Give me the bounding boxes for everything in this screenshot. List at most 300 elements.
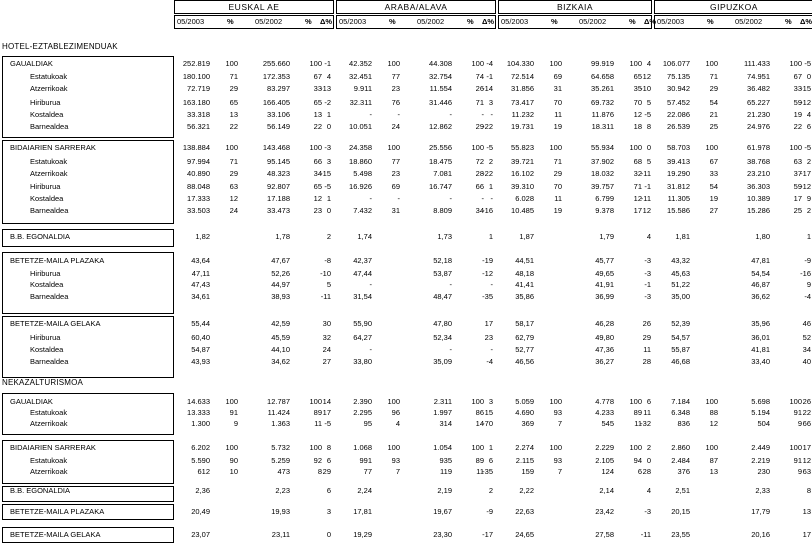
table-cell: 13 <box>313 110 322 119</box>
table-cell: 13 <box>229 110 238 119</box>
table-cell: 49,65 <box>595 269 614 278</box>
table-cell: 11 <box>643 408 651 417</box>
table-cell: 41,41 <box>515 280 534 289</box>
table-cell: 91 <box>229 408 238 417</box>
row-label: Atzerrikoak <box>30 169 68 178</box>
table-cell: 100 <box>789 59 802 68</box>
table-cell: 54 <box>709 182 718 191</box>
table-cell: 35,00 <box>671 292 690 301</box>
table-cell: 18.475 <box>429 157 452 166</box>
table-cell: 100 <box>789 143 802 152</box>
table-cell: 33,40 <box>751 357 770 366</box>
table-cell: 1 <box>488 443 493 452</box>
row-label: Kostaldea <box>30 280 64 289</box>
table-cell: 93 <box>391 456 400 465</box>
table-cell: 11.305 <box>667 194 690 203</box>
table-cell: 46,56 <box>515 357 534 366</box>
table-cell: 47,81 <box>751 256 770 265</box>
table-cell: 44,97 <box>271 280 290 289</box>
table-cell: 63 <box>802 467 811 476</box>
table-cell: 17 <box>322 408 331 417</box>
table-cell: -1 <box>486 72 493 81</box>
table-cell: 76 <box>391 98 400 107</box>
table-cell: 45,59 <box>271 333 290 342</box>
table-row <box>0 333 812 343</box>
table-cell: 74 <box>475 72 484 81</box>
subheader-pct-2003: % <box>707 17 714 26</box>
table-cell: -8 <box>324 256 331 265</box>
table-cell: 14.633 <box>187 397 210 406</box>
row-label: B.B. EGONALDIA <box>10 486 71 495</box>
table-cell: 47,44 <box>353 269 372 278</box>
row-label: Barnealdea <box>30 357 69 366</box>
table-cell: 935 <box>439 456 452 465</box>
table-cell: 24 <box>391 122 400 131</box>
table-cell: 100 <box>225 397 238 406</box>
table-cell: 33 <box>793 84 802 93</box>
table-cell: 48,18 <box>515 269 534 278</box>
table-row <box>0 84 812 94</box>
table-cell: 100 <box>309 397 322 406</box>
table-cell: 180.100 <box>182 72 210 81</box>
table-cell: 100 <box>629 397 642 406</box>
table-cell: 38.768 <box>747 157 770 166</box>
table-row <box>0 72 812 82</box>
table-cell: 6.799 <box>595 194 614 203</box>
table-cell: 89 <box>313 408 322 417</box>
table-cell: 16.102 <box>511 169 534 178</box>
table-cell: 9 <box>233 419 238 428</box>
table-cell: 2 <box>488 157 493 166</box>
table-cell: 163.180 <box>182 98 210 107</box>
row-label: Atzerrikoak <box>30 467 68 476</box>
table-cell: 3 <box>326 157 331 166</box>
table-cell: 2,23 <box>275 486 290 495</box>
table-cell: 1,78 <box>275 232 290 241</box>
region-header-euskal-ae: EUSKAL AE <box>174 0 334 14</box>
table-cell: 35,09 <box>433 357 452 366</box>
table-cell: 35,86 <box>515 292 534 301</box>
table-cell: 25 <box>709 122 718 131</box>
table-cell: 52,39 <box>671 319 690 328</box>
table-cell: 2,22 <box>519 486 534 495</box>
table-cell: 17 <box>484 319 493 328</box>
table-cell: 2.219 <box>751 456 770 465</box>
table-cell: 22.086 <box>667 110 690 119</box>
table-cell: 22 <box>313 122 322 131</box>
subheader-year-2003: 05/2003 <box>177 17 205 26</box>
table-cell: 20,16 <box>751 530 770 539</box>
subheader-row <box>336 15 496 29</box>
table-cell: 17,79 <box>751 507 770 516</box>
table-cell: 100 <box>471 397 484 406</box>
table-row <box>0 206 812 216</box>
table-cell: 90 <box>229 456 238 465</box>
row-label: Kostaldea <box>30 194 64 203</box>
table-cell: 11 <box>476 467 484 476</box>
table-cell: 6 <box>488 456 493 465</box>
table-cell: 39.413 <box>667 157 690 166</box>
table-cell: 88 <box>709 408 718 417</box>
table-cell: -3 <box>644 507 651 516</box>
table-cell: 22 <box>802 408 811 417</box>
table-cell: 111.433 <box>744 59 770 68</box>
table-cell: 52,34 <box>433 333 452 342</box>
row-label: GAUALDIAK <box>10 59 53 68</box>
table-cell: 33 <box>313 84 322 93</box>
table-cell: 34 <box>313 169 322 178</box>
table-cell: 23,30 <box>433 530 452 539</box>
table-cell: 166.405 <box>262 98 290 107</box>
table-cell: 93 <box>553 456 562 465</box>
table-cell: 17 <box>633 206 642 215</box>
table-cell: 23,55 <box>671 530 690 539</box>
section-title-hotel: HOTEL-EZTABLEZIMENDUAK <box>2 42 118 51</box>
table-cell: 1.300 <box>191 419 210 428</box>
row-label: BIDAIARIEN SARRERAK <box>10 443 96 452</box>
table-cell: 5 <box>646 98 651 107</box>
table-cell: 100 <box>225 143 238 152</box>
table-cell: 545 <box>601 419 614 428</box>
table-cell: 2.105 <box>595 456 614 465</box>
subheader-pct-2003: % <box>227 17 234 26</box>
table-cell: 0 <box>326 530 331 539</box>
table-cell: -13 <box>320 84 331 93</box>
table-cell: 88.048 <box>187 182 210 191</box>
table-cell: 2.115 <box>515 456 534 465</box>
table-cell: 83.297 <box>267 84 290 93</box>
table-cell: 19 <box>553 206 562 215</box>
subheader-pct-2003: % <box>551 17 558 26</box>
table-cell: 100 <box>471 443 484 452</box>
table-cell: 100 <box>309 143 322 152</box>
table-cell: 92.807 <box>267 182 290 191</box>
table-cell: 230 <box>757 467 770 476</box>
table-cell: -3 <box>644 292 651 301</box>
table-cell: 66 <box>313 157 322 166</box>
table-cell: 32.311 <box>349 98 372 107</box>
table-cell: 31 <box>391 206 400 215</box>
table-cell: 44.308 <box>429 59 452 68</box>
table-cell: 0 <box>326 206 331 215</box>
table-cell: 44,10 <box>271 345 290 354</box>
table-cell: - <box>490 345 493 354</box>
table-cell: -12 <box>800 98 811 107</box>
table-cell: 100 <box>629 443 642 452</box>
table-cell: 612 <box>197 467 210 476</box>
table-cell: 2,36 <box>195 486 210 495</box>
table-cell: -5 <box>324 419 331 428</box>
table-row <box>0 292 812 302</box>
table-cell: 17 <box>793 194 802 203</box>
table-cell: 2 <box>646 443 651 452</box>
table-cell: - <box>490 110 493 119</box>
table-cell: 96 <box>391 408 400 417</box>
table-cell: 11 <box>643 345 651 354</box>
table-cell: 44,51 <box>515 256 534 265</box>
region-header-gipuzkoa: GIPUZKOA <box>654 0 812 14</box>
table-row <box>0 530 812 540</box>
table-cell: - <box>449 110 452 119</box>
row-label: Kostaldea <box>30 345 64 354</box>
table-cell: 45,63 <box>671 269 690 278</box>
table-cell: 2 <box>806 157 811 166</box>
table-cell: 2,24 <box>357 486 372 495</box>
table-cell: 7.432 <box>353 206 372 215</box>
table-cell: 2,14 <box>599 486 614 495</box>
table-cell: 43,64 <box>191 256 210 265</box>
table-cell: 8 <box>326 443 331 452</box>
table-cell: 64.658 <box>591 72 614 81</box>
table-cell: 26 <box>642 319 651 328</box>
table-cell: 24.358 <box>349 143 372 152</box>
table-cell: 52,26 <box>271 269 290 278</box>
table-row <box>0 122 812 132</box>
table-cell: 1,80 <box>755 232 770 241</box>
table-cell: 9.378 <box>595 206 614 215</box>
table-cell: 1.363 <box>271 419 290 428</box>
subheader-delta: Δ% <box>320 17 333 26</box>
table-cell: 11.876 <box>591 110 614 119</box>
table-cell: 1,81 <box>675 232 690 241</box>
table-cell: 100 <box>309 443 322 452</box>
table-cell: 10.389 <box>747 194 770 203</box>
table-cell: 9 <box>806 280 811 289</box>
table-row <box>0 443 812 453</box>
table-cell: 86 <box>475 408 484 417</box>
row-label: GAUALDIAK <box>10 397 53 406</box>
table-cell: 37.902 <box>591 157 614 166</box>
table-cell: 48,47 <box>433 292 452 301</box>
table-cell: 1,74 <box>357 232 372 241</box>
table-cell: 19,29 <box>353 530 372 539</box>
table-cell: 24 <box>229 206 238 215</box>
table-cell: 39.757 <box>591 182 614 191</box>
table-cell: 11 <box>314 419 322 428</box>
table-cell: 9.911 <box>353 84 372 93</box>
table-cell: 10.051 <box>349 122 372 131</box>
table-cell: 64,27 <box>353 333 372 342</box>
table-cell: 46,68 <box>671 357 690 366</box>
table-cell: 26.539 <box>667 122 690 131</box>
subheader-year-2003: 05/2003 <box>501 17 529 26</box>
row-label: Hiriburua <box>30 333 61 342</box>
table-cell: 17,81 <box>353 507 372 516</box>
subheader-delta: Δ% <box>644 17 657 26</box>
table-cell: 29 <box>322 467 331 476</box>
table-cell: -1 <box>644 280 651 289</box>
table-cell: - <box>369 110 372 119</box>
table-cell: 8.809 <box>433 206 452 215</box>
table-cell: -4 <box>804 292 811 301</box>
table-cell: 4 <box>395 419 400 428</box>
table-cell: 26 <box>802 397 811 406</box>
row-label: Estatukoak <box>30 72 68 81</box>
table-cell: 100 <box>387 443 400 452</box>
table-cell: 2.390 <box>353 397 372 406</box>
region-header-bizkaia: BIZKAIA <box>498 0 652 14</box>
table-row <box>0 59 812 69</box>
subheader-delta: Δ% <box>800 17 812 26</box>
table-cell: 54 <box>709 98 718 107</box>
table-row <box>0 419 812 429</box>
table-cell: 72 <box>475 157 484 166</box>
table-cell: 159 <box>521 467 534 476</box>
table-cell: 36.482 <box>747 84 770 93</box>
table-row <box>0 357 812 367</box>
table-cell: 4 <box>326 72 331 81</box>
table-cell: 23,11 <box>271 530 290 539</box>
table-cell: 19,67 <box>433 507 452 516</box>
table-cell: 100 <box>225 443 238 452</box>
table-cell: 2.295 <box>353 408 372 417</box>
table-cell: -12 <box>800 182 811 191</box>
row-label: Hiriburua <box>30 98 61 107</box>
table-cell: -5 <box>486 143 493 152</box>
table-cell: 20,49 <box>191 507 210 516</box>
table-cell: 12 <box>633 194 642 203</box>
table-cell: 45,77 <box>595 256 614 265</box>
table-cell: 63 <box>229 182 238 191</box>
table-cell: 5.059 <box>515 397 534 406</box>
table-cell: 1.054 <box>433 443 452 452</box>
table-cell: 3 <box>326 507 331 516</box>
table-cell: 72.719 <box>187 84 210 93</box>
table-cell: 54,57 <box>671 333 690 342</box>
table-cell: 42,59 <box>271 319 290 328</box>
table-cell: 33.503 <box>187 206 210 215</box>
table-cell: 60,40 <box>191 333 210 342</box>
table-cell: 23 <box>484 333 493 342</box>
table-cell: 36,01 <box>751 333 770 342</box>
table-cell: 30 <box>322 319 331 328</box>
table-cell: 70 <box>633 98 642 107</box>
table-cell: 69 <box>553 72 562 81</box>
table-cell: -5 <box>324 182 331 191</box>
table-row <box>0 319 812 329</box>
table-cell: -4 <box>486 59 493 68</box>
table-cell: 55,87 <box>671 345 690 354</box>
table-cell: 12 <box>802 456 811 465</box>
table-cell: 74.951 <box>747 72 770 81</box>
table-cell: 6.202 <box>191 443 210 452</box>
table-cell: 4.778 <box>595 397 614 406</box>
table-cell: 13 <box>709 467 718 476</box>
table-cell: 7 <box>557 467 562 476</box>
table-cell: 55.934 <box>591 143 614 152</box>
table-cell: 6 <box>326 486 331 495</box>
table-cell: 34,62 <box>271 357 290 366</box>
table-cell: 41,81 <box>751 345 770 354</box>
table-cell: 34 <box>802 345 811 354</box>
table-cell: -11 <box>640 169 651 178</box>
table-row <box>0 232 812 242</box>
table-row <box>0 456 812 466</box>
table-cell: 13.333 <box>187 408 210 417</box>
row-label: Estatukoak <box>30 456 68 465</box>
table-cell: 35,96 <box>751 319 770 328</box>
table-cell: 77 <box>391 72 400 81</box>
table-cell: -3 <box>644 256 651 265</box>
table-cell: -4 <box>486 357 493 366</box>
table-cell: 252.819 <box>182 59 210 68</box>
row-label: Hiriburua <box>30 182 61 191</box>
table-cell: 29 <box>229 169 238 178</box>
table-cell: 54,87 <box>191 345 210 354</box>
row-label: Atzerrikoak <box>30 419 68 428</box>
table-cell: 20,15 <box>671 507 690 516</box>
table-cell: -14 <box>482 84 493 93</box>
table-cell: 11.232 <box>511 110 534 119</box>
table-cell: 93 <box>553 408 562 417</box>
table-cell: 32.754 <box>429 72 452 81</box>
table-cell: 19.290 <box>667 169 690 178</box>
table-cell: 71 <box>633 182 642 191</box>
table-cell: -12 <box>482 269 493 278</box>
table-cell: 19.731 <box>511 122 534 131</box>
table-cell: 12 <box>633 110 642 119</box>
table-cell: 19 <box>709 194 718 203</box>
table-cell: -3 <box>324 143 331 152</box>
table-cell: -11 <box>640 194 651 203</box>
table-cell: -10 <box>320 269 331 278</box>
row-label: BETETZE-MAILA PLAZAKA <box>10 256 105 265</box>
table-cell: 69 <box>391 182 400 191</box>
table-cell: 124 <box>601 467 614 476</box>
table-cell: 28 <box>642 357 651 366</box>
table-row <box>0 269 812 279</box>
table-cell: 5 <box>326 280 331 289</box>
table-cell: 8 <box>317 467 322 476</box>
table-cell: 2 <box>488 486 493 495</box>
table-cell: -9 <box>804 256 811 265</box>
table-cell: 31.812 <box>667 182 690 191</box>
row-label: Estatukoak <box>30 157 68 166</box>
table-cell: 43,32 <box>671 256 690 265</box>
table-row <box>0 397 812 407</box>
table-cell: 8 <box>646 122 651 131</box>
table-cell: 255.660 <box>262 59 290 68</box>
row-label: Estatukoak <box>30 408 68 417</box>
table-cell: 31.856 <box>511 84 534 93</box>
table-row <box>0 345 812 355</box>
table-cell: 66 <box>802 419 811 428</box>
table-cell: 2 <box>326 232 331 241</box>
table-cell: 65 <box>313 182 322 191</box>
table-cell: 1 <box>326 194 331 203</box>
table-cell: 30.942 <box>667 84 690 93</box>
table-cell: -35 <box>482 467 493 476</box>
table-cell: 47,80 <box>433 319 452 328</box>
table-cell: 49,80 <box>595 333 614 342</box>
table-cell: 31,54 <box>353 292 372 301</box>
subheader-row <box>174 15 334 29</box>
table-cell: 36,27 <box>595 357 614 366</box>
table-cell: 55.823 <box>511 143 534 152</box>
table-cell: -5 <box>804 59 811 68</box>
table-cell: -16 <box>482 206 493 215</box>
table-cell: 24.976 <box>747 122 770 131</box>
table-cell: 3 <box>488 397 493 406</box>
table-cell: 106.077 <box>662 59 690 68</box>
table-cell: 5.732 <box>271 443 290 452</box>
table-cell: 4 <box>646 59 651 68</box>
table-cell: 4 <box>646 232 651 241</box>
table-cell: 17 <box>802 530 811 539</box>
table-cell: 100 <box>789 397 802 406</box>
table-cell: 14 <box>475 419 484 428</box>
table-cell: 61.978 <box>747 143 770 152</box>
